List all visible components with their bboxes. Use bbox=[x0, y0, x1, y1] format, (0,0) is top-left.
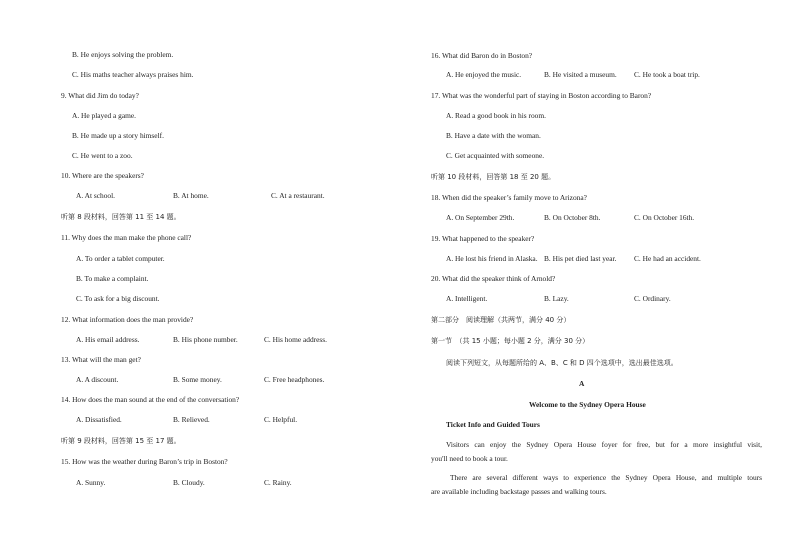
q15-option-b: B. Cloudy. bbox=[173, 478, 205, 487]
paragraph-1-line-2: you'll need to book a tour. bbox=[431, 454, 508, 463]
paragraph-2-line-1: There are several different ways to experience the Sydney Opera House, and multiple tours bbox=[450, 473, 762, 482]
q15-question: 15. How was the weather during Baron’s trip in Boston? bbox=[61, 457, 228, 466]
q12-option-a: A. His email address. bbox=[76, 335, 140, 344]
q20-option-b: B. Lazy. bbox=[544, 294, 569, 303]
q13-option-a: A. A discount. bbox=[76, 375, 119, 384]
q19-option-b: B. His pet died last year. bbox=[544, 254, 617, 263]
q19-question: 19. What happened to the speaker? bbox=[431, 234, 535, 243]
q18-question: 18. When did the speaker’s family move to Arizona? bbox=[431, 193, 587, 202]
passage-title: Welcome to the Sydney Opera House bbox=[529, 400, 646, 409]
q17-option-a: A. Read a good book in his room. bbox=[446, 111, 546, 120]
q19-option-a: A. He lost his friend in Alaska. bbox=[446, 254, 538, 263]
q16-option-a: A. He enjoyed the music. bbox=[446, 70, 522, 79]
q20-question: 20. What did the speaker think of Arnold? bbox=[431, 274, 556, 283]
q10-option-a: A. At school. bbox=[76, 191, 116, 200]
q14-option-b: B. Relieved. bbox=[173, 415, 210, 424]
q9-question: 9. What did Jim do today? bbox=[61, 91, 139, 100]
q14-question: 14. How does the man sound at the end of the conversation? bbox=[61, 395, 240, 404]
q12-question: 12. What information does the man provide? bbox=[61, 315, 194, 324]
q16-option-b: B. He visited a museum. bbox=[544, 70, 617, 79]
q19-option-c: C. He had an accident. bbox=[634, 254, 701, 263]
paragraph-1-line-1: Visitors can enjoy the Sydney Opera House foyer for free, but for a more insightful visit, bbox=[446, 440, 762, 449]
reading-instruction: 阅读下列短文，从每题所给的 A、B、C 和 D 四个选项中，选出最佳选项。 bbox=[446, 359, 678, 367]
q10-question: 10. Where are the speakers? bbox=[61, 171, 144, 180]
q12-option-c: C. His home address. bbox=[264, 335, 328, 344]
q18-option-a: A. On September 29th. bbox=[446, 213, 515, 222]
q20-option-c: C. Ordinary. bbox=[634, 294, 671, 303]
section-1-heading: 第一节 （共 15 小题；每小题 2 分，满分 30 分） bbox=[431, 337, 590, 345]
q11-option-b: B. To make a complaint. bbox=[76, 274, 149, 283]
q9-option-b: B. He made up a story himself. bbox=[72, 131, 164, 140]
q10-option-c: C. At a restaurant. bbox=[271, 191, 325, 200]
q8-option-b: B. He enjoys solving the problem. bbox=[72, 50, 174, 59]
q11-question: 11. Why does the man make the phone call? bbox=[61, 233, 192, 242]
part-2-heading: 第二部分 阅读理解（共两节，满分 40 分） bbox=[431, 316, 571, 324]
q14-option-a: A. Dissatisfied. bbox=[76, 415, 122, 424]
q9-option-a: A. He played a game. bbox=[72, 111, 137, 120]
q10-option-b: B. At home. bbox=[173, 191, 209, 200]
q15-option-c: C. Rainy. bbox=[264, 478, 292, 487]
q15-option-a: A. Sunny. bbox=[76, 478, 106, 487]
section-10-instruction: 听第 10 段材料，回答第 18 至 20 题。 bbox=[431, 173, 556, 181]
q14-option-c: C. Helpful. bbox=[264, 415, 298, 424]
q16-question: 16. What did Baron do in Boston? bbox=[431, 51, 533, 60]
q17-question: 17. What was the wonderful part of staying in Boston according to Baron? bbox=[431, 91, 652, 100]
q9-option-c: C. He went to a zoo. bbox=[72, 151, 133, 160]
passage-letter: A bbox=[579, 379, 585, 388]
section-9-instruction: 听第 9 段材料，回答第 15 至 17 题。 bbox=[61, 437, 181, 445]
q8-option-c: C. His maths teacher always praises him. bbox=[72, 70, 194, 79]
q11-option-a: A. To order a tablet computer. bbox=[76, 254, 165, 263]
q13-option-c: C. Free headphones. bbox=[264, 375, 325, 384]
passage-subheading: Ticket Info and Guided Tours bbox=[446, 420, 540, 429]
q18-option-c: C. On October 16th. bbox=[634, 213, 695, 222]
q13-option-b: B. Some money. bbox=[173, 375, 222, 384]
q11-option-c: C. To ask for a big discount. bbox=[76, 294, 160, 303]
q20-option-a: A. Intelligent. bbox=[446, 294, 488, 303]
q16-option-c: C. He took a boat trip. bbox=[634, 70, 700, 79]
q13-question: 13. What will the man get? bbox=[61, 355, 141, 364]
q17-option-c: C. Get acquainted with someone. bbox=[446, 151, 545, 160]
q17-option-b: B. Have a date with the woman. bbox=[446, 131, 541, 140]
q12-option-b: B. His phone number. bbox=[173, 335, 238, 344]
paragraph-2-line-2: are available including backstage passes and walking tours. bbox=[431, 487, 607, 496]
q18-option-b: B. On October 8th. bbox=[544, 213, 601, 222]
section-8-instruction: 听第 8 段材料，回答第 11 至 14 题。 bbox=[61, 213, 181, 221]
